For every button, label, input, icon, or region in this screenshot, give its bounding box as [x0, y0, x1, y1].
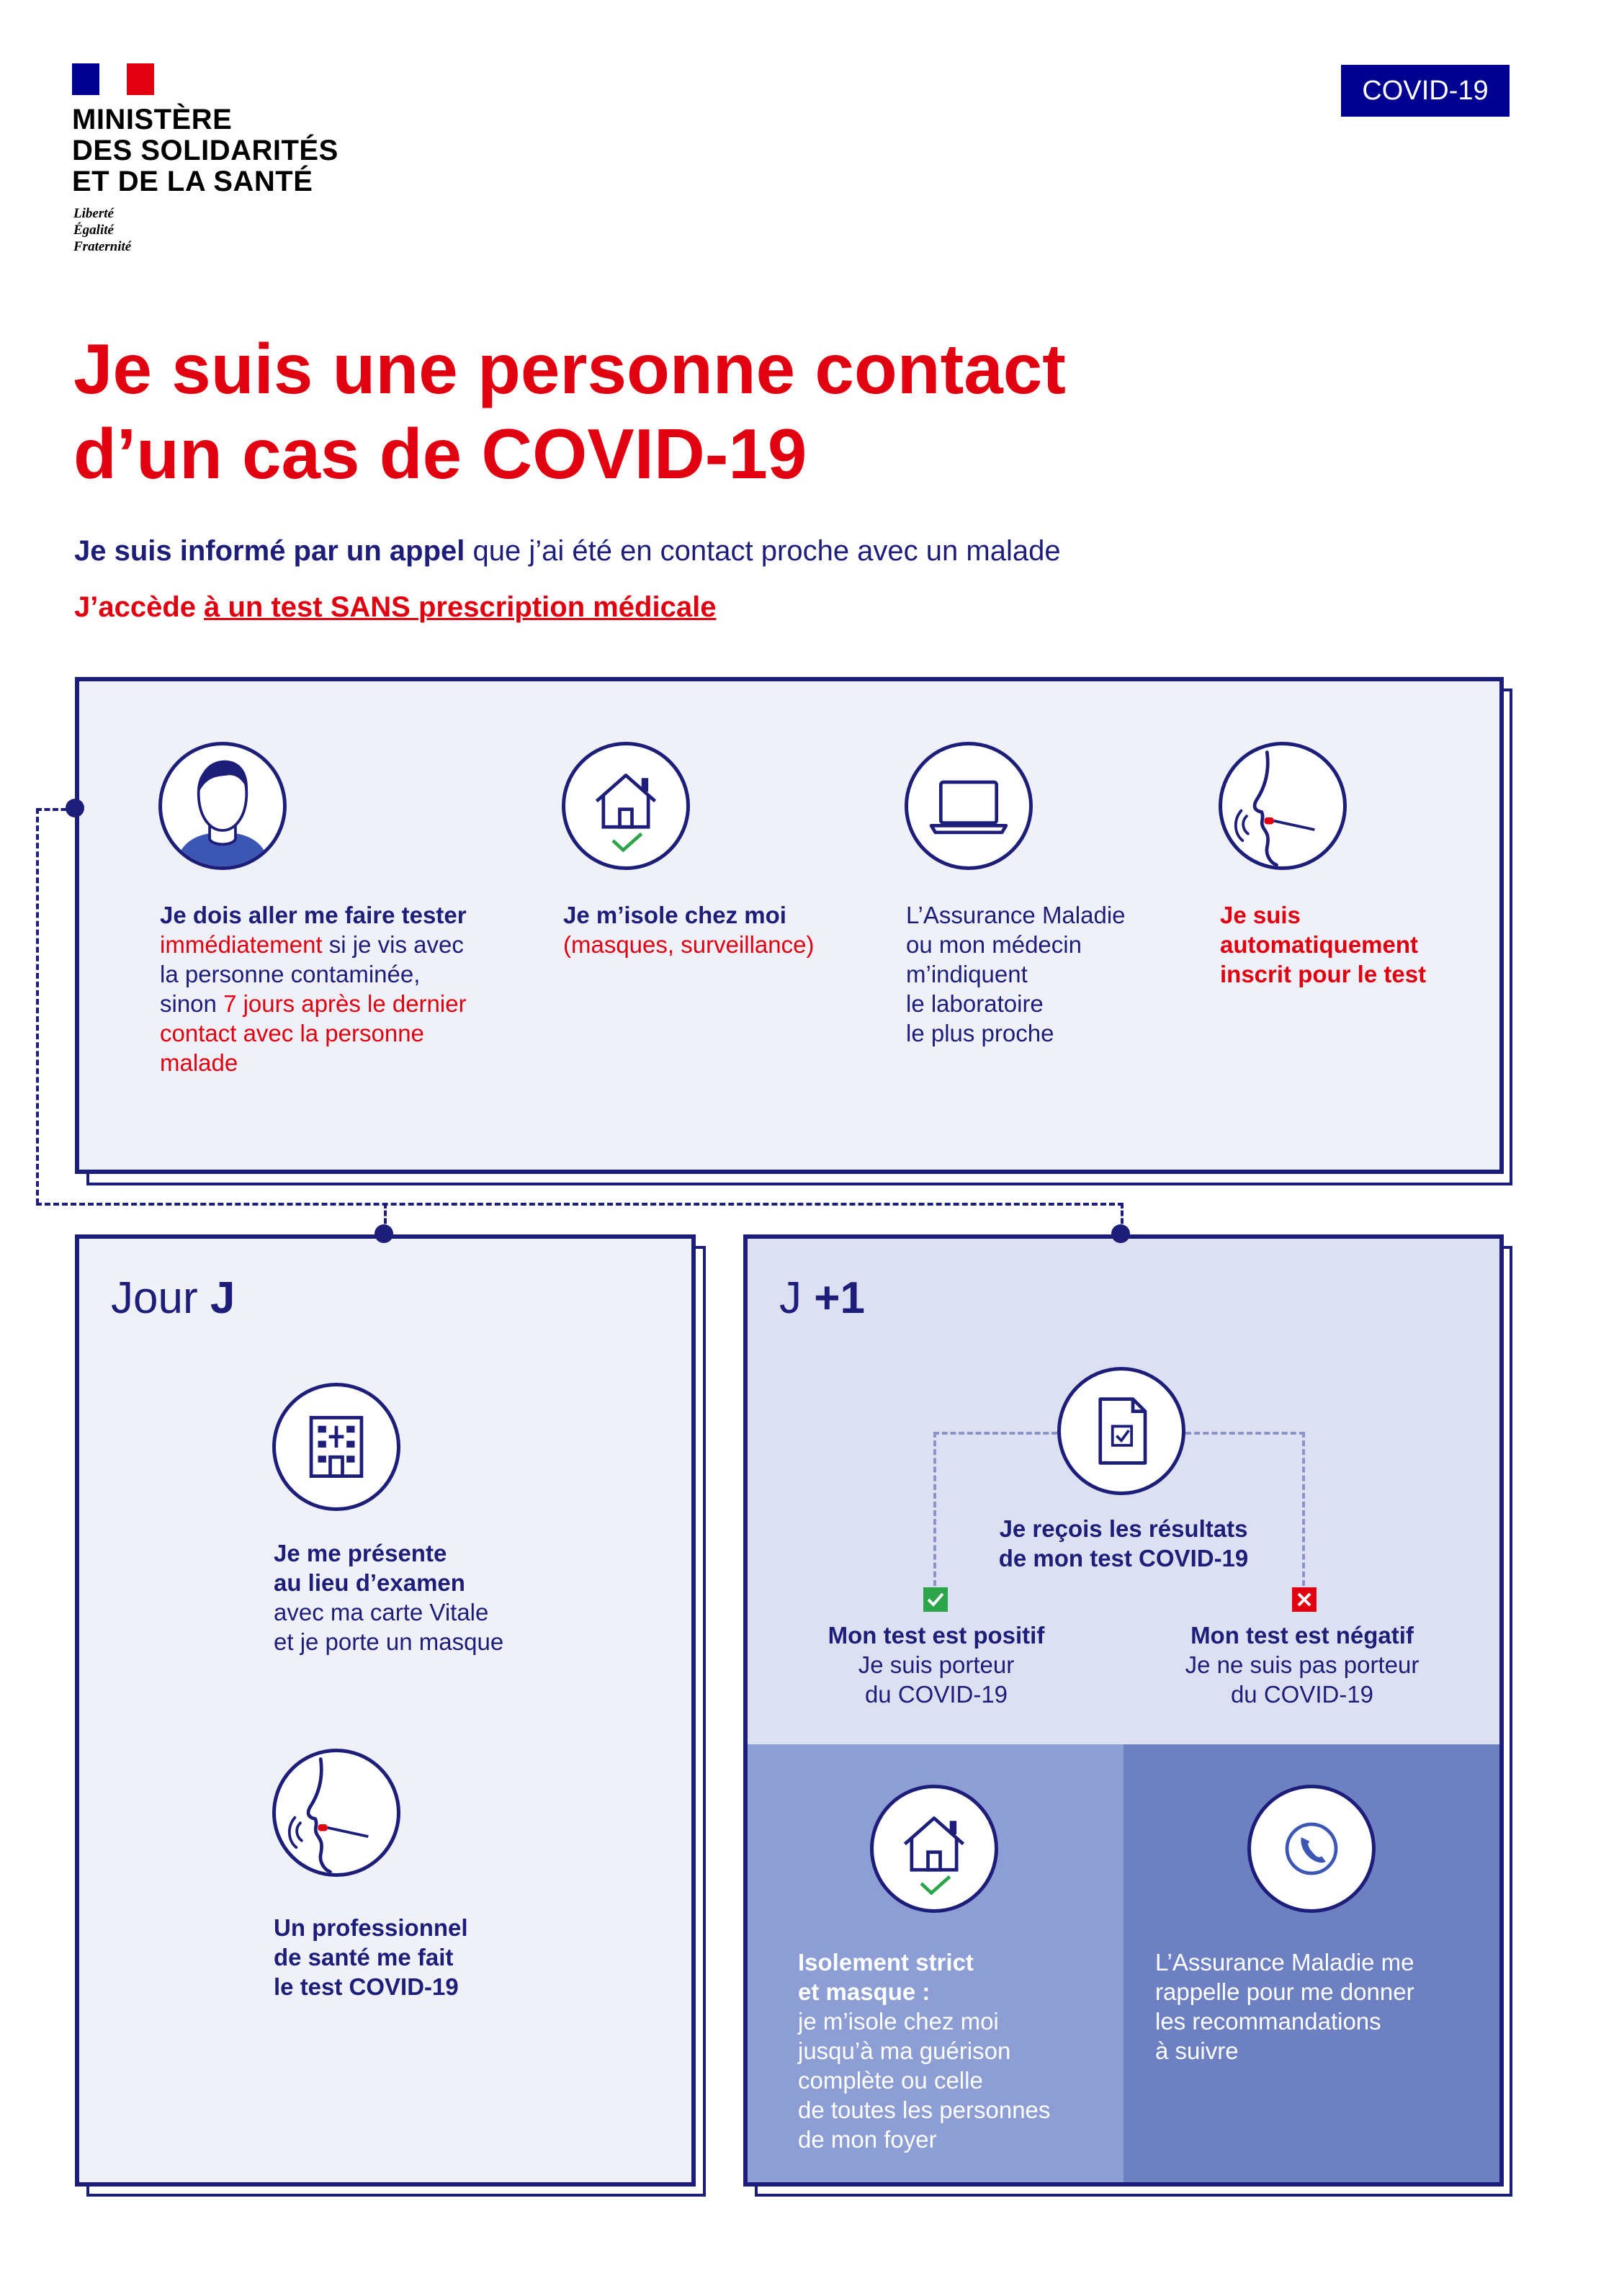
- check-box-icon: [922, 1586, 949, 1613]
- covid-badge: COVID-19: [1341, 65, 1510, 117]
- intro-line-2: J’accède à un test SANS prescription médicale: [74, 591, 717, 623]
- nose-swab-icon: [1219, 742, 1347, 870]
- results-connector: [933, 1432, 1057, 1435]
- day-j1-heading: J +1: [779, 1273, 865, 1323]
- document-check-icon: [1057, 1367, 1185, 1495]
- connector-dot: [66, 799, 84, 817]
- intro-line-1: Je suis informé par un appel que j’ai été en contact proche avec un malade: [74, 535, 1061, 567]
- person-icon: [158, 742, 287, 870]
- results-connector: [1302, 1432, 1305, 1586]
- step-1-text: Je dois aller me faire tester immédiatement si je vis avec la personne contaminée, sinon 7 jours après le dernier contact avec la personne malade: [160, 902, 467, 1076]
- house-check-icon: [562, 742, 690, 870]
- page-title: Je suis une personne contact d’un cas de COVID-19: [73, 329, 1066, 493]
- connector-dot: [375, 1224, 393, 1243]
- connector-dot: [1111, 1224, 1130, 1243]
- republic-motto: Liberté Égalité Fraternité: [73, 206, 132, 254]
- laptop-icon: [905, 742, 1033, 870]
- day-j-item-1-text: Je me présente au lieu d’examen avec ma carte Vitale et je porte un masque: [274, 1540, 504, 1655]
- day-j-item-2-text: Un professionnel de santé me fait le test COVID-19: [274, 1914, 468, 2000]
- results-connector: [1185, 1432, 1305, 1435]
- positive-result-text: Mon test est positif Je suis porteur du COVID-19: [828, 1622, 1045, 1708]
- connector-line: [36, 808, 39, 1204]
- callback-text: L’Assurance Maladie me rappelle pour me donner les recommandations à suivre: [1155, 1949, 1414, 2064]
- results-text: Je reçois les résultats de mon test COVID-19: [998, 1515, 1249, 1571]
- ministry-name: MINISTÈRE DES SOLIDARITÉS ET DE LA SANTÉ: [72, 104, 338, 197]
- negative-result-text: Mon test est négatif Je ne suis pas porteur du COVID-19: [1185, 1622, 1420, 1708]
- nose-swab-icon: [272, 1749, 400, 1877]
- republic-flag-logo: [72, 63, 154, 95]
- results-connector: [933, 1432, 936, 1586]
- building-icon: [272, 1383, 400, 1511]
- cross-box-icon: [1291, 1586, 1318, 1613]
- house-check-icon: [870, 1785, 998, 1913]
- connector-line: [36, 1203, 1124, 1206]
- isolation-text: Isolement strict et masque : je m’isole chez moi jusqu’à ma guérison complète ou celle de toutes les personnes de mon foyer: [798, 1949, 1051, 2153]
- step-2-text: Je m’isole chez moi (masques, surveillance): [563, 902, 815, 958]
- step-4-text: Je suis automatiquement inscrit pour le test: [1220, 902, 1427, 987]
- day-j-heading: Jour J: [111, 1273, 236, 1323]
- phone-icon: [1247, 1785, 1376, 1913]
- step-3-text: L’Assurance Maladie ou mon médecin m’indiquent le laboratoire le plus proche: [906, 902, 1126, 1046]
- day-j-panel: [75, 1234, 696, 2187]
